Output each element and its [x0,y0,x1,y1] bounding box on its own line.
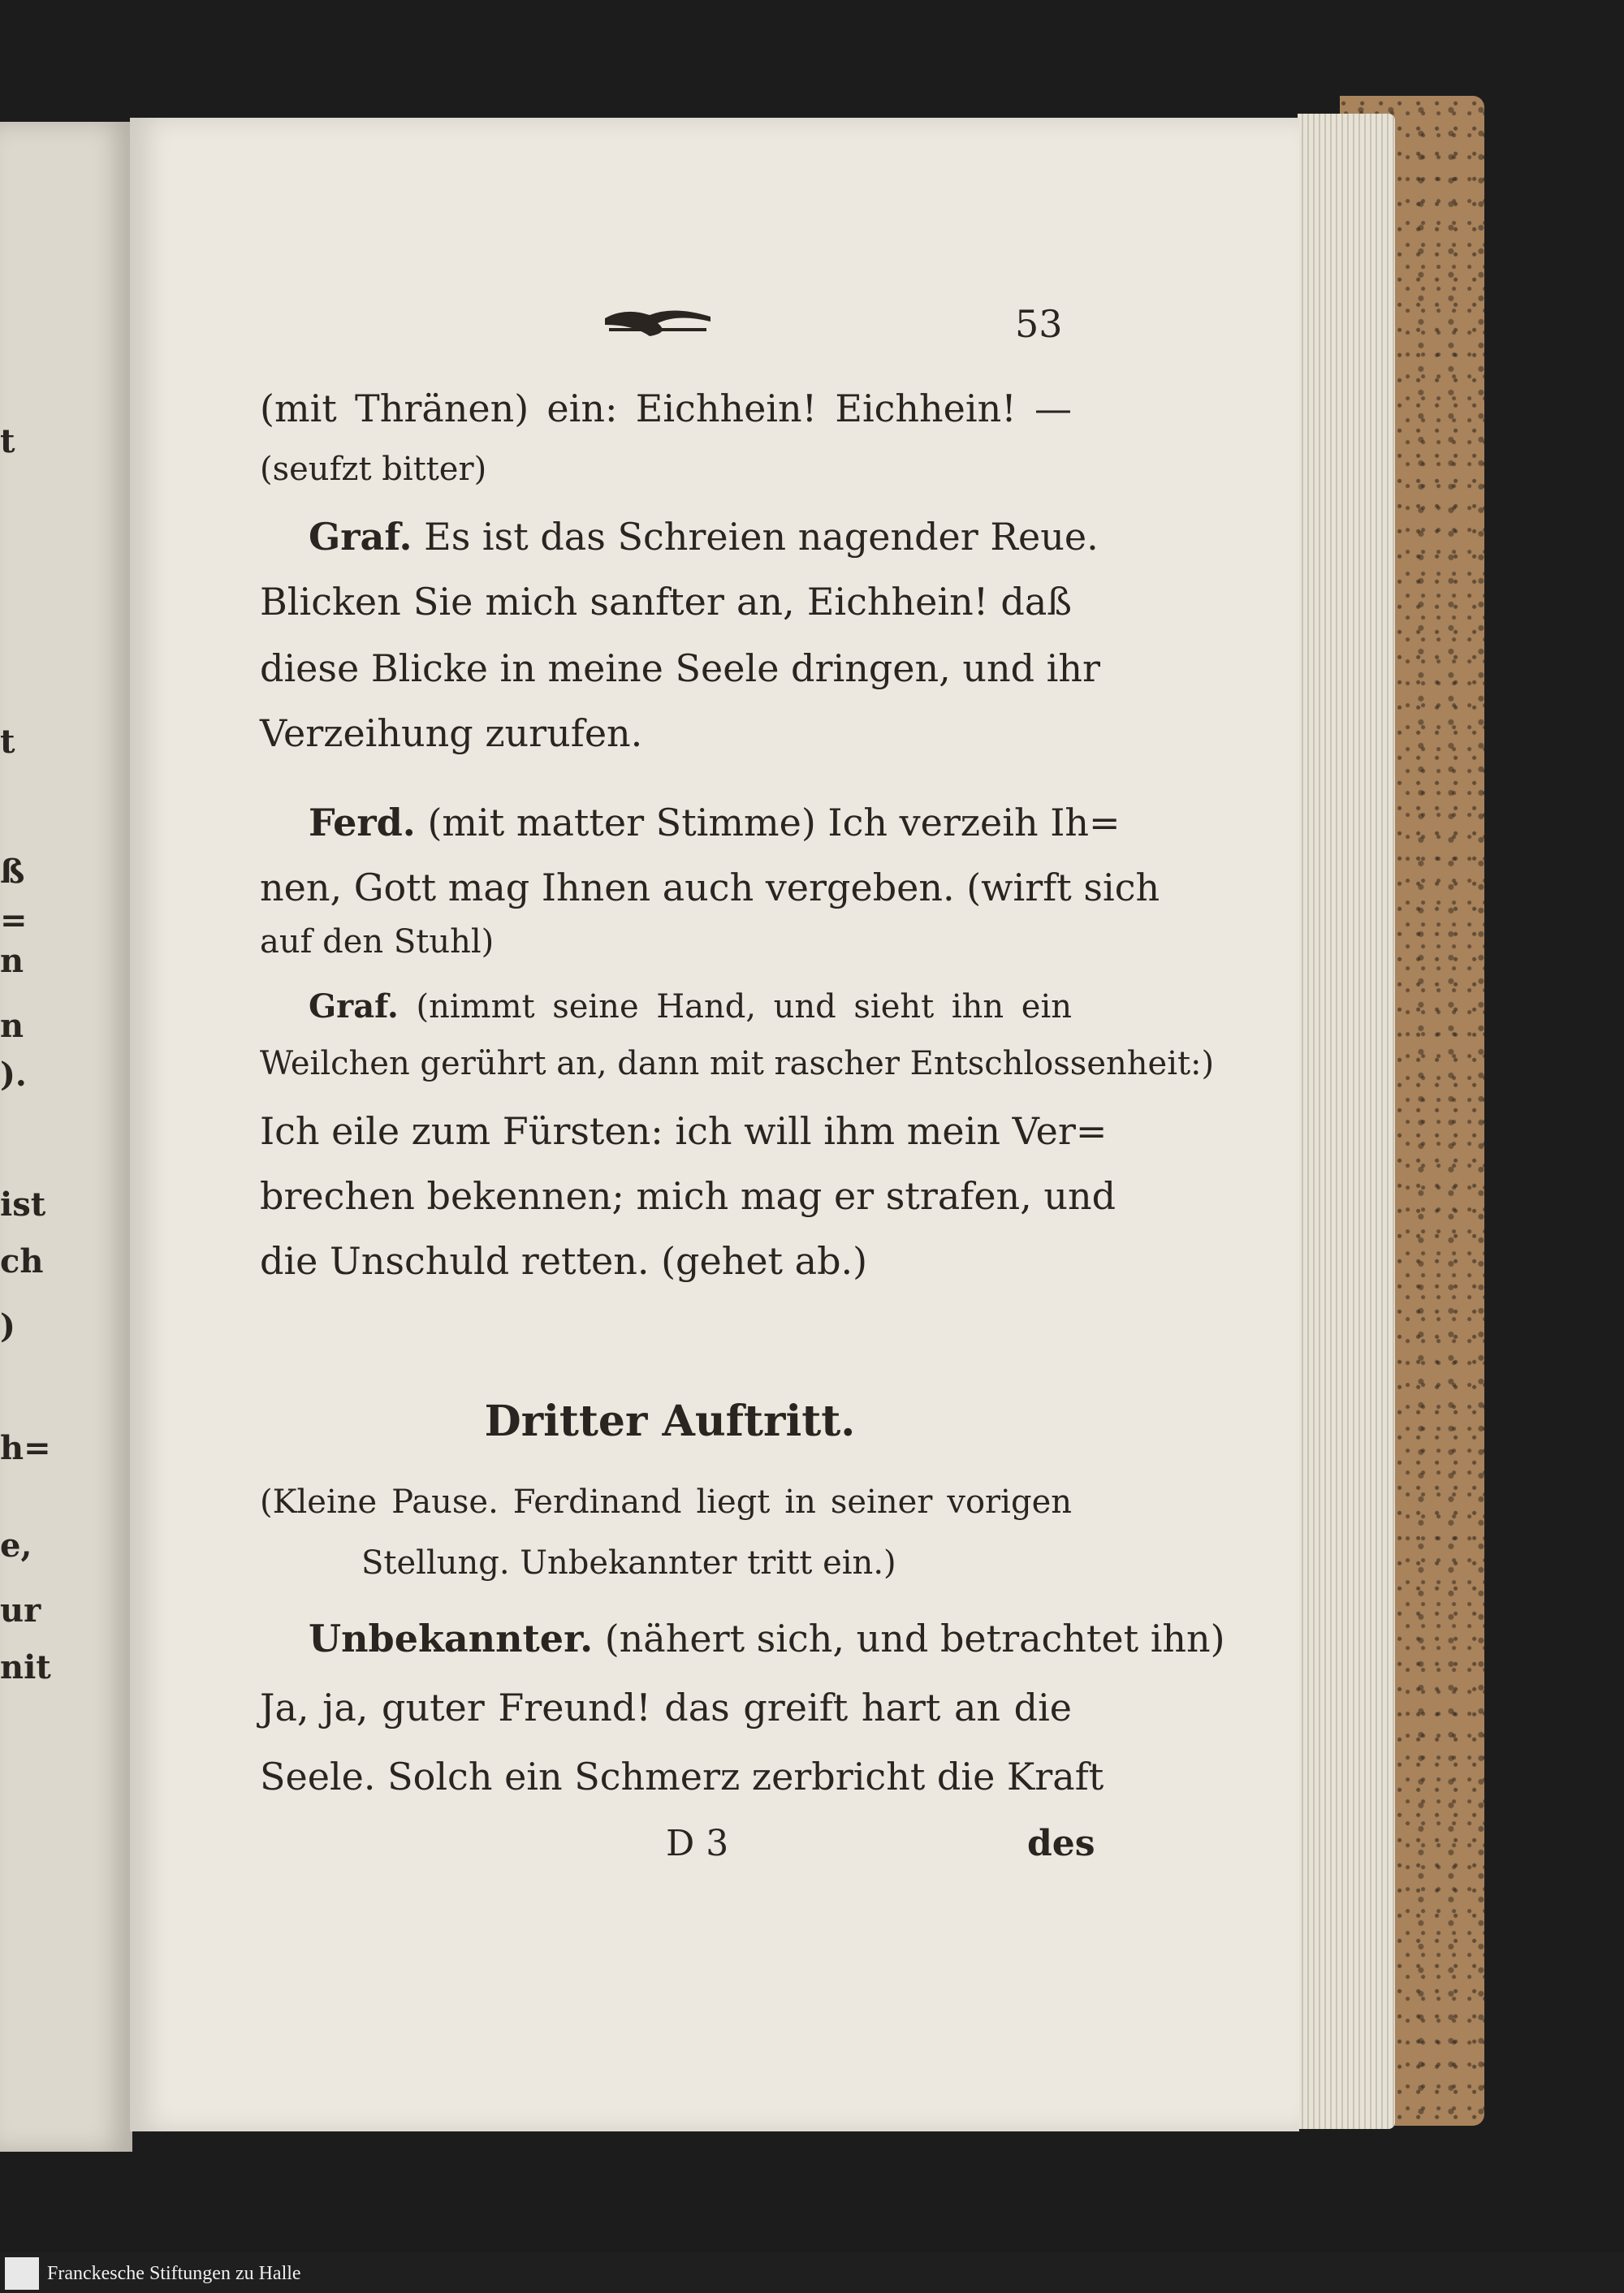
text-line [309,801,1121,844]
catchword: des [1027,1823,1095,1864]
left-page-fragment: nit [0,1648,51,1686]
left-page-fragment: n [0,1007,24,1045]
line-text: (mit matter Stimme) Ich verzeih Ih= [427,801,1121,844]
ornament-icon [601,300,715,341]
left-page-fragment: n [0,942,24,980]
line-text: (nähert sich, und betrachtet ihn) [604,1617,1225,1660]
text-line [260,1686,1072,1729]
left-page-fragment: ) [0,1307,15,1345]
text-line [260,646,1100,690]
text-line [260,386,1072,430]
text-line [309,1617,1225,1660]
line-text: (seufzt bitter) [260,451,487,488]
speaker-name: Unbekannter. [309,1617,594,1660]
text-line [260,1483,1072,1521]
line-text: auf den Stuhl) [260,923,495,961]
page-edges [1298,114,1395,2129]
left-page-fragment: ß [0,853,25,891]
left-page [0,122,132,2152]
left-page-fragment: ch [0,1242,44,1280]
left-page-fragment: = [0,901,28,939]
left-page-fragment: t [0,723,15,761]
line-text: (Kleine Pause. Ferdinand liegt in seiner vorigen [260,1483,1072,1521]
text-line [260,1755,1104,1799]
signature-mark: D 3 [666,1823,729,1864]
text-line [260,711,1072,755]
speaker-name: Graf. [309,515,412,559]
line-text: Blicken Sie mich sanfter an, Eichhein! daß [260,580,1072,624]
text-line [260,1045,1215,1082]
line-text: diese Blicke in meine Seele dringen, und ihr [260,646,1100,690]
line-text: Ich eile zum Fürsten: ich will ihm mein Ver= [260,1109,1108,1153]
speaker-name: Ferd. [309,801,416,844]
line-text: Seele. Solch ein Schmerz zerbricht die Kraft [260,1755,1104,1799]
line-text: Verzeihung zurufen. [260,711,643,755]
page-number: 53 [1015,302,1063,346]
text-line [260,923,1072,961]
text-line [260,1109,1108,1153]
text-line [260,580,1072,624]
text-line [309,987,1073,1026]
line-text: Stellung. Unbekannter tritt ein.) [361,1544,896,1582]
left-page-fragment: ). [0,1056,27,1094]
speaker-name: Graf. [309,987,399,1026]
text-line [309,515,1099,559]
line-text: Weilchen gerührt an, dann mit rascher Entschlossenheit:) [260,1045,1215,1082]
left-page-fragment: t [0,422,15,460]
left-page-fragment: ist [0,1185,46,1224]
line-text: brechen bekennen; mich mag er strafen, und [260,1174,1116,1218]
scene-heading: Dritter Auftritt. [484,1397,856,1446]
line-text: (mit Thränen) ein: Eichhein! Eichhein! — [260,386,1072,430]
text-line [260,1174,1116,1218]
left-page-fragment: ur [0,1591,41,1630]
left-page-fragment: h= [0,1429,51,1467]
line-text: nen, Gott mag Ihnen auch vergeben. (wirft sich [260,866,1160,909]
left-page-fragment: e, [0,1527,32,1565]
text-line [260,1239,1072,1283]
text-line [260,453,1072,486]
institution-logo-icon [5,2257,39,2290]
line-text: (nimmt seine Hand, und sieht ihn ein [416,988,1073,1026]
line-text: die Unschuld retten. (gehet ab.) [260,1239,868,1283]
line-text: Ja, ja, guter Freund! das greift hart an die [260,1686,1072,1729]
text-line [260,866,1160,909]
line-text: Es ist das Schreien nagender Reue. [424,515,1099,559]
institution-name: Franckesche Stiftungen zu Halle [47,2263,301,2284]
text-line [361,1544,1011,1582]
